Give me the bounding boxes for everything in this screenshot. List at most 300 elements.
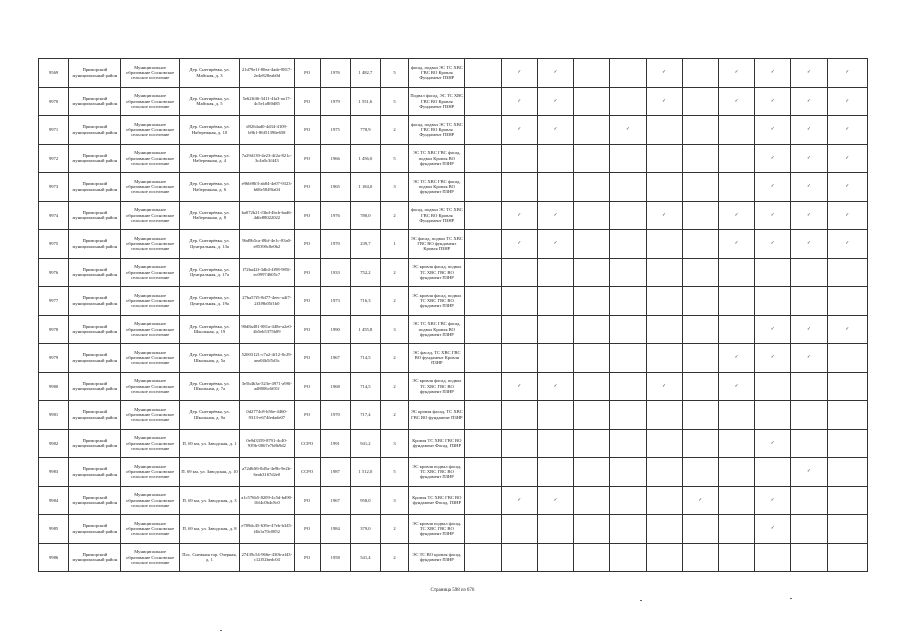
cell-year: 1933 <box>320 258 350 287</box>
cell-area: 958,0 <box>350 486 380 515</box>
cell-area: 379,0 <box>350 515 380 544</box>
checkmark-cell: ✓ <box>501 87 537 116</box>
empty-check-cell <box>682 543 718 572</box>
cell-works: ЭС кровля фасад, подвал ТС ХВС ГВС ВО фундамент ПЗНР <box>409 372 465 401</box>
cell-area: 716,3 <box>350 287 380 316</box>
cell-district: Приморский муниципальный район <box>69 173 121 202</box>
cell-address: Дер. Снегирёвка, ул. Майская, д. 5 <box>179 87 239 116</box>
cell-uuid: e96b98f3-ab84-4e07-9323-b68e5849fa04 <box>240 173 294 202</box>
empty-check-cell <box>682 116 718 145</box>
checkmark-cell: ✓ <box>827 315 867 344</box>
cell-district: Приморский муниципальный район <box>69 59 121 88</box>
empty-check-cell <box>682 315 718 344</box>
empty-check-cell <box>501 287 537 316</box>
cell-district: Приморский муниципальный район <box>69 486 121 515</box>
empty-check-cell <box>718 287 754 316</box>
cell-year: 1970 <box>320 230 350 259</box>
empty-check-cell <box>465 486 501 515</box>
empty-check-cell <box>537 144 573 173</box>
empty-check-cell <box>501 515 537 544</box>
checkmark-cell: ✓ <box>646 201 682 230</box>
cell-count: 1 <box>381 230 409 259</box>
checkmark-cell: ✓ <box>501 486 537 515</box>
checkmark-cell: ✓ <box>791 59 827 88</box>
cell-municipality: Муниципальное образование Сосновское сельское поселение <box>121 201 179 230</box>
empty-check-cell <box>574 287 610 316</box>
cell-municipality: Муниципальное образование Сосновское сельское поселение <box>121 87 179 116</box>
empty-check-cell <box>791 287 827 316</box>
empty-check-cell <box>755 258 791 287</box>
cell-year: 1976 <box>320 59 350 88</box>
cell-municipality: Муниципальное образование Сосновское сельское поселение <box>121 372 179 401</box>
empty-check-cell <box>827 287 867 316</box>
cell-municipality: Муниципальное образование Сосновское сельское поселение <box>121 287 179 316</box>
table-row <box>39 144 868 173</box>
empty-check-cell <box>791 429 827 458</box>
cell-year: 1990 <box>320 315 350 344</box>
empty-check-cell <box>718 486 754 515</box>
empty-check-cell <box>574 230 610 259</box>
cell-num: 9973 <box>39 173 69 202</box>
cell-municipality: Муниципальное образование Сосновское сельское поселение <box>121 258 179 287</box>
cell-year: 1973 <box>320 287 350 316</box>
cell-form: РО <box>294 543 320 572</box>
cell-area: 717,4 <box>350 401 380 430</box>
cell-num: 9975 <box>39 230 69 259</box>
empty-check-cell <box>574 116 610 145</box>
empty-check-cell <box>465 59 501 88</box>
cell-num: 9974 <box>39 201 69 230</box>
cell-form: РО <box>294 315 320 344</box>
table-row <box>39 429 868 458</box>
empty-check-cell <box>465 87 501 116</box>
empty-check-cell <box>827 372 867 401</box>
cell-num: 9979 <box>39 344 69 373</box>
empty-check-cell <box>537 173 573 202</box>
cell-area: 714,5 <box>350 344 380 373</box>
cell-municipality: Муниципальное образование Сосновское сельское поселение <box>121 315 179 344</box>
empty-check-cell <box>682 258 718 287</box>
cell-address: Дер. Снегирёвка, ул. Школьная, д. 9а <box>179 401 239 430</box>
checkmark-cell: ✓ <box>827 173 867 202</box>
table-row <box>39 372 868 401</box>
cell-count: 2 <box>381 401 409 430</box>
empty-check-cell <box>501 458 537 487</box>
checkmark-cell: ✓ <box>646 87 682 116</box>
empty-check-cell <box>610 458 646 487</box>
cell-works: фасад, подвал ЭС ТС ХВС ГВС ВО Кровля Фундамент ПЗНР <box>409 201 465 230</box>
cell-district: Приморский муниципальный район <box>69 315 121 344</box>
empty-check-cell <box>465 344 501 373</box>
empty-check-cell <box>755 287 791 316</box>
checkmark-cell: ✓ <box>501 372 537 401</box>
empty-check-cell <box>646 173 682 202</box>
cell-num: 9976 <box>39 258 69 287</box>
cell-form: РО <box>294 230 320 259</box>
empty-check-cell <box>791 515 827 544</box>
checkmark-cell: ✓ <box>501 116 537 145</box>
empty-check-cell <box>718 543 754 572</box>
empty-check-cell <box>682 144 718 173</box>
cell-uuid: a1c576b5-8209-4c5d-bd90-16f4c0b4c8c0 <box>240 486 294 515</box>
empty-check-cell <box>574 344 610 373</box>
empty-check-cell <box>646 458 682 487</box>
cell-area: 752,2 <box>350 258 380 287</box>
checkmark-cell: ✓ <box>718 230 754 259</box>
empty-check-cell <box>574 543 610 572</box>
cell-year: 1958 <box>320 543 350 572</box>
cell-district: Приморский муниципальный район <box>69 515 121 544</box>
cell-form: РО <box>294 515 320 544</box>
empty-check-cell <box>682 287 718 316</box>
checkmark-cell: ✓ <box>791 116 827 145</box>
empty-check-cell <box>718 116 754 145</box>
cell-address: Дер. Снегирёвка, ул. Майская, д. 3 <box>179 59 239 88</box>
empty-check-cell <box>682 372 718 401</box>
housing-registry-table <box>38 58 868 572</box>
checkmark-cell: ✓ <box>718 87 754 116</box>
cell-address: Дер. Снегирёвка, ул. Набережная, д. 8 <box>179 201 239 230</box>
empty-check-cell <box>610 258 646 287</box>
empty-check-cell <box>646 315 682 344</box>
cell-uuid: d9264ad0-4d34-4109-b9b1-86f51396e658 <box>240 116 294 145</box>
scan-speck <box>790 598 792 599</box>
empty-check-cell <box>827 344 867 373</box>
empty-check-cell <box>646 344 682 373</box>
empty-check-cell <box>718 401 754 430</box>
empty-check-cell <box>501 401 537 430</box>
cell-address: Дер. Снегирёвка, ул. Центральная, д. 19а <box>179 287 239 316</box>
cell-district: Приморский муниципальный район <box>69 458 121 487</box>
checkmark-cell: ✓ <box>755 201 791 230</box>
cell-count: 3 <box>381 429 409 458</box>
cell-count: 2 <box>381 515 409 544</box>
empty-check-cell <box>682 429 718 458</box>
empty-check-cell <box>646 287 682 316</box>
table-row <box>39 87 868 116</box>
empty-check-cell <box>537 543 573 572</box>
cell-form: РО <box>294 258 320 287</box>
empty-check-cell <box>465 230 501 259</box>
empty-check-cell <box>465 401 501 430</box>
cell-uuid: 0e9d3359-8791-4c40-939b-0067e7b8b9d2 <box>240 429 294 458</box>
table-row <box>39 258 868 287</box>
cell-count: 5 <box>381 59 409 88</box>
cell-form: ССРО <box>294 458 320 487</box>
empty-check-cell <box>574 315 610 344</box>
checkmark-cell: ✓ <box>755 173 791 202</box>
cell-year: 1967 <box>320 344 350 373</box>
cell-num: 9978 <box>39 315 69 344</box>
table-row <box>39 201 868 230</box>
table-row <box>39 287 868 316</box>
cell-count: 2 <box>381 344 409 373</box>
scan-speck <box>220 630 222 631</box>
checkmark-cell: ✓ <box>755 144 791 173</box>
checkmark-cell: ✓ <box>791 315 827 344</box>
empty-check-cell <box>682 458 718 487</box>
cell-district: Приморский муниципальный район <box>69 287 121 316</box>
cell-works: фасад, подвал ЭС ТС ХВС ГВС ВО Кровля Фундамент ПЗНР <box>409 116 465 145</box>
table-row <box>39 344 868 373</box>
cell-district: Приморский муниципальный район <box>69 543 121 572</box>
empty-check-cell <box>610 401 646 430</box>
cell-district: Приморский муниципальный район <box>69 372 121 401</box>
empty-check-cell <box>682 401 718 430</box>
cell-year: 1967 <box>320 486 350 515</box>
cell-year: 1991 <box>320 429 350 458</box>
cell-address: Дер. Снегирёвка, ул. Школьная, д. 5а <box>179 344 239 373</box>
cell-uuid: 9bd9b5ca-f8bf-4e1c-83a0-e85390c8e0b2 <box>240 230 294 259</box>
cell-year: 1984 <box>320 515 350 544</box>
empty-check-cell <box>682 344 718 373</box>
checkmark-cell: ✓ <box>755 315 791 344</box>
cell-year: 1987 <box>320 458 350 487</box>
empty-check-cell <box>755 372 791 401</box>
empty-check-cell <box>755 543 791 572</box>
cell-works: Кровля ТС ХВС ГВС ВО фундамент Фасад, ПЗНР <box>409 486 465 515</box>
checkmark-cell: ✓ <box>682 486 718 515</box>
empty-check-cell <box>718 173 754 202</box>
cell-year: 1979 <box>320 87 350 116</box>
cell-num: 9970 <box>39 87 69 116</box>
cell-num: 9982 <box>39 429 69 458</box>
cell-uuid: 90d8a481-881a-448e-a2e0-4b5eb5375b89 <box>240 315 294 344</box>
checkmark-cell: ✓ <box>827 59 867 88</box>
cell-address: Дер. Снегирёвка, ул. Центральная, д. 17а <box>179 258 239 287</box>
empty-check-cell <box>791 543 827 572</box>
table-row <box>39 230 868 259</box>
checkmark-cell: ✓ <box>827 87 867 116</box>
checkmark-cell: ✓ <box>791 344 827 373</box>
cell-year: 1965 <box>320 173 350 202</box>
empty-check-cell <box>646 486 682 515</box>
empty-check-cell <box>791 258 827 287</box>
table-row <box>39 59 868 88</box>
empty-check-cell <box>682 59 718 88</box>
cell-area: 1 184,0 <box>350 173 380 202</box>
empty-check-cell <box>574 486 610 515</box>
cell-municipality: Муниципальное образование Сосновское сельское поселение <box>121 59 179 88</box>
empty-check-cell <box>574 87 610 116</box>
empty-check-cell <box>465 287 501 316</box>
cell-address: Дер. Снегирёвка, ул. Набережная, д. 4 <box>179 144 239 173</box>
checkmark-cell: ✓ <box>755 230 791 259</box>
empty-check-cell <box>465 429 501 458</box>
cell-address: Дер. Снегирёвка, ул. Школьная, д. 7а <box>179 372 239 401</box>
checkmark-cell: ✓ <box>501 201 537 230</box>
empty-check-cell <box>574 173 610 202</box>
table-row <box>39 401 868 430</box>
cell-num: 9985 <box>39 515 69 544</box>
empty-check-cell <box>465 458 501 487</box>
empty-check-cell <box>610 486 646 515</box>
cell-form: РО <box>294 144 320 173</box>
cell-municipality: Муниципальное образование Сосновское сельское поселение <box>121 173 179 202</box>
cell-district: Приморский муниципальный район <box>69 429 121 458</box>
cell-municipality: Муниципальное образование Сосновское сельское поселение <box>121 344 179 373</box>
checkmark-cell: ✓ <box>718 59 754 88</box>
cell-uuid: f72ba42f-3db4-4f98-985f-ec09974605c7 <box>240 258 294 287</box>
cell-year: 1976 <box>320 201 350 230</box>
cell-district: Приморский муниципальный район <box>69 401 121 430</box>
cell-municipality: Муниципальное образование Сосновское сельское поселение <box>121 144 179 173</box>
table-body <box>39 59 868 572</box>
empty-check-cell <box>610 543 646 572</box>
checkmark-cell: ✓ <box>827 201 867 230</box>
checkmark-cell: ✓ <box>537 116 573 145</box>
cell-municipality: Муниципальное образование Сосновское сельское поселение <box>121 429 179 458</box>
empty-check-cell <box>718 458 754 487</box>
empty-check-cell <box>682 201 718 230</box>
empty-check-cell <box>610 344 646 373</box>
empty-check-cell <box>755 458 791 487</box>
cell-num: 9971 <box>39 116 69 145</box>
cell-num: 9986 <box>39 543 69 572</box>
empty-check-cell <box>610 173 646 202</box>
empty-check-cell <box>574 401 610 430</box>
empty-check-cell <box>537 258 573 287</box>
cell-count: 2 <box>381 543 409 572</box>
cell-address: Дер. Снегирёвка, ул. Школьная, д. 19 <box>179 315 239 344</box>
empty-check-cell <box>827 543 867 572</box>
cell-num: 9980 <box>39 372 69 401</box>
checkmark-cell: ✓ <box>791 458 827 487</box>
cell-works: ЭС ТС ВО кровля фасад, фундамент ПЗНР <box>409 543 465 572</box>
cell-form: РО <box>294 372 320 401</box>
cell-count: 5 <box>381 458 409 487</box>
empty-check-cell <box>827 401 867 430</box>
empty-check-cell <box>827 458 867 487</box>
empty-check-cell <box>610 87 646 116</box>
cell-year: 1970 <box>320 401 350 430</box>
cell-works: фасад, подвал ЭС ТС ХВС ГВС ВО Кровля Фундамент ПЗНР <box>409 59 465 88</box>
table-row <box>39 458 868 487</box>
checkmark-cell: ✓ <box>610 116 646 145</box>
empty-check-cell <box>465 116 501 145</box>
empty-check-cell <box>646 429 682 458</box>
empty-check-cell <box>501 543 537 572</box>
cell-works: ЭС фасад, подвал ТС ХВС ГВС ВО фундамент Кровля ПЗНР <box>409 230 465 259</box>
cell-count: 3 <box>381 486 409 515</box>
empty-check-cell <box>574 59 610 88</box>
empty-check-cell <box>501 144 537 173</box>
cell-address: Дер. Снегирёвка, ул. Набережная, д. 6 <box>179 173 239 202</box>
empty-check-cell <box>537 401 573 430</box>
cell-works: ЭС ТС ХВС ГВС фасад, подвал Кровля ВО фундамент ПЗНР <box>409 315 465 344</box>
empty-check-cell <box>537 287 573 316</box>
cell-area: 541,4 <box>350 543 380 572</box>
empty-check-cell <box>791 486 827 515</box>
cell-municipality: Муниципальное образование Сосновское сельское поселение <box>121 543 179 572</box>
cell-uuid: e789dc45-639e-47eb-b345-f4b1a70c0852 <box>240 515 294 544</box>
cell-works: Кровля ТС ХВС ГВС ВО фундамент Фасад, ПЗНР <box>409 429 465 458</box>
empty-check-cell <box>682 173 718 202</box>
cell-num: 9972 <box>39 144 69 173</box>
cell-uuid: 0d2774c8-b56e-4460-9313-e674fedade07 <box>240 401 294 430</box>
cell-form: РО <box>294 87 320 116</box>
empty-check-cell <box>610 372 646 401</box>
cell-area: 1 551,6 <box>350 87 380 116</box>
cell-district: Приморский муниципальный район <box>69 116 121 145</box>
empty-check-cell <box>610 315 646 344</box>
cell-area: 1 482,7 <box>350 59 380 88</box>
checkmark-cell: ✓ <box>791 87 827 116</box>
cell-district: Приморский муниципальный район <box>69 201 121 230</box>
checkmark-cell: ✓ <box>718 372 754 401</box>
cell-uuid: 5e62ff46-3411-4fa3-aa17-4c5e1a8f0d85 <box>240 87 294 116</box>
table-row <box>39 315 868 344</box>
checkmark-cell: ✓ <box>791 173 827 202</box>
empty-check-cell <box>537 344 573 373</box>
empty-check-cell <box>718 315 754 344</box>
cell-form: РО <box>294 116 320 145</box>
checkmark-cell: ✓ <box>537 201 573 230</box>
cell-works: ЭС кровля подвал фасад, ТС ХВС ГВС ВО фундамент ПЗНР <box>409 515 465 544</box>
checkmark-cell: ✓ <box>755 59 791 88</box>
cell-district: Приморский муниципальный район <box>69 344 121 373</box>
empty-check-cell <box>574 429 610 458</box>
empty-check-cell <box>574 201 610 230</box>
empty-check-cell <box>537 515 573 544</box>
checkmark-cell: ✓ <box>755 429 791 458</box>
cell-municipality: Муниципальное образование Сосновское сельское поселение <box>121 515 179 544</box>
empty-check-cell <box>827 486 867 515</box>
cell-num: 9984 <box>39 486 69 515</box>
cell-form: РО <box>294 401 320 430</box>
checkmark-cell: ✓ <box>827 144 867 173</box>
cell-area: 1 455,8 <box>350 315 380 344</box>
cell-num: 9569 <box>39 59 69 88</box>
cell-form: РО <box>294 486 320 515</box>
cell-year: 1966 <box>320 144 350 173</box>
empty-check-cell <box>646 116 682 145</box>
empty-check-cell <box>501 258 537 287</box>
empty-check-cell <box>537 429 573 458</box>
checkmark-cell: ✓ <box>646 59 682 88</box>
checkmark-cell: ✓ <box>537 59 573 88</box>
checkmark-cell: ✓ <box>755 87 791 116</box>
empty-check-cell <box>646 543 682 572</box>
empty-check-cell <box>610 287 646 316</box>
checkmark-cell: ✓ <box>537 87 573 116</box>
checkmark-cell: ✓ <box>646 372 682 401</box>
cell-year: 1968 <box>320 372 350 401</box>
cell-works: Подвал фасад, ЭС ТС ХВС ГВС ВО Кровля Фундамент ПЗНР <box>409 87 465 116</box>
cell-area: 1 456,0 <box>350 144 380 173</box>
cell-form: РО <box>294 173 320 202</box>
cell-form: РО <box>294 287 320 316</box>
table-row <box>39 116 868 145</box>
empty-check-cell <box>465 201 501 230</box>
empty-check-cell <box>574 144 610 173</box>
checkmark-cell: ✓ <box>718 201 754 230</box>
cell-works: ЭС кровля фасад, подвал ТС ХВС ГВС ВО фундамент ПЗНР <box>409 258 465 287</box>
table-row <box>39 173 868 202</box>
empty-check-cell <box>827 515 867 544</box>
table-row <box>39 515 868 544</box>
cell-uuid: 3e5b4b3a-523e-4971-a98f-ad8006c6f01f <box>240 372 294 401</box>
cell-count: 2 <box>381 287 409 316</box>
cell-count: 2 <box>381 116 409 145</box>
cell-works: ЭС ТС ХВС ГВС фасад, подвал Кровля ВО фундамент ПЗНР <box>409 144 465 173</box>
empty-check-cell <box>755 401 791 430</box>
empty-check-cell <box>465 258 501 287</box>
empty-check-cell <box>827 429 867 458</box>
empty-check-cell <box>610 230 646 259</box>
cell-address: П. 69 км, ул. Заводская, д. 8 <box>179 515 239 544</box>
cell-count: 3 <box>381 173 409 202</box>
